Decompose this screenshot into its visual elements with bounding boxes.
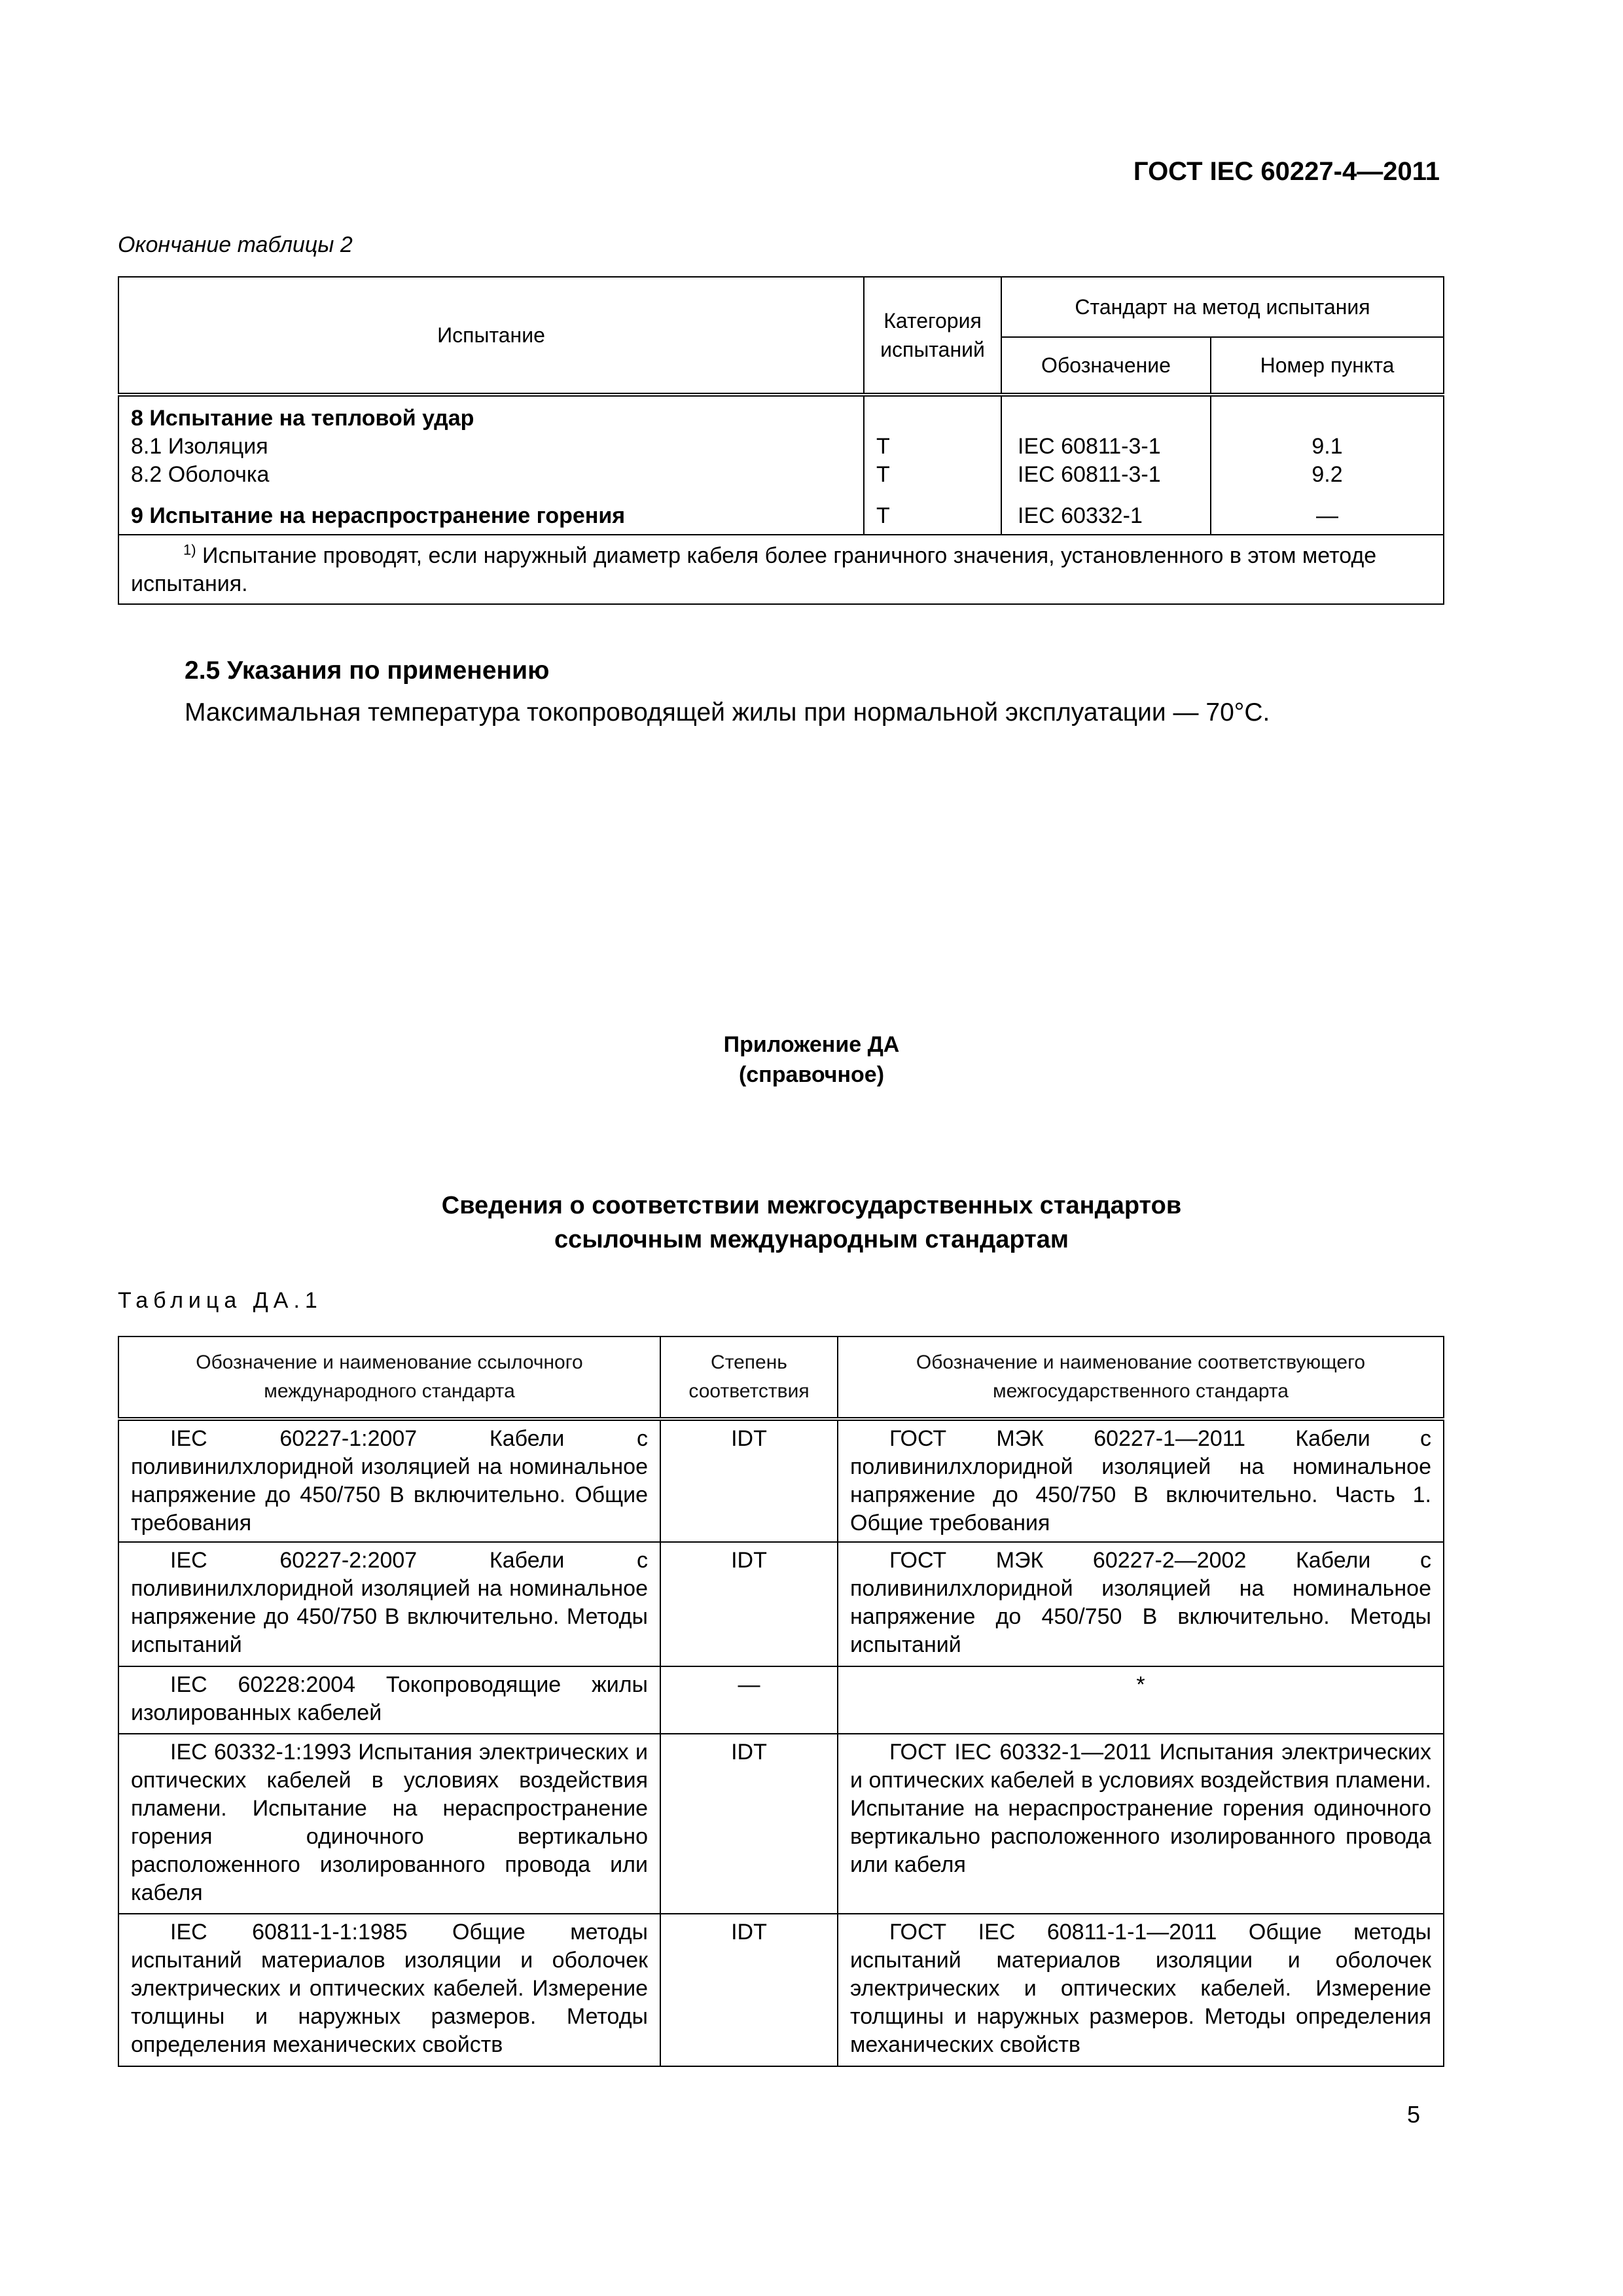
column-header-designation: Обозначение (1001, 337, 1211, 395)
international-standard: IEC 60811-1-1:1985 Общие методы испытаний материалов изоляции и оболочек электрических и оптических кабелей. Измерение толщины и наружных размеров. Методы определения механических свойств (131, 1920, 648, 2057)
international-standard: IEC 60228:2004 Токопроводящие жилы изолированных кабелей (131, 1672, 648, 1725)
international-standard: IEC 60332-1:1993 Испытания электрических и оптических кабелей в условиях воздействия пламени. Испытание на нераспространение горения одиночного вертикально расположенного изолированного провода или кабеля (131, 1740, 648, 1905)
table-footnote-row (118, 535, 1444, 604)
row-test-name: 9 Испытание на нераспространение горения (131, 503, 626, 528)
interstate-standard: ГОСТ IEC 60811-1-1—2011 Общие методы испытаний материалов изоляции и оболочек электрических и оптических кабелей. Измерение толщины и наружных размеров. Методы определения механических свойств (850, 1920, 1431, 2057)
row-category: Т (876, 462, 890, 487)
table-2-continuation-caption: Окончание таблицы 2 (118, 232, 353, 257)
table-row (118, 1666, 1444, 1734)
international-standard: IEC 60227-2:2007 Кабели с поливинилхлоридной изоляцией на номинальное напряжение до 450/750 В включительно. Методы испытаний (131, 1548, 648, 1657)
row-clause: 9.1 (1311, 434, 1343, 459)
document-code: ГОСТ IEC 60227-4—2011 (1133, 157, 1440, 186)
appendix-title (0, 1030, 1623, 1090)
section-title: 2.5 Указания по применению (185, 656, 550, 685)
column-header-international: Обозначение и наименование ссылочного международного стандарта (118, 1336, 660, 1419)
row-clause: 9.2 (1311, 462, 1343, 487)
table-da1-caption: Таблица ДА.1 (118, 1288, 323, 1313)
table-row (118, 1542, 1444, 1666)
footnote-marker: 1) (183, 541, 196, 558)
interstate-standard: ГОСТ МЭК 60227-1—2011 Кабели с поливинилхлоридной изоляцией на номинальное напряжение до 450/750 В включительно. Часть 1. Общие требования (850, 1426, 1431, 1535)
appendix-label: Приложение ДА (723, 1032, 900, 1057)
row-clause: — (1316, 503, 1338, 528)
table-row (118, 1419, 1444, 1542)
appendix-heading-line: Сведения о соответствии межгосударственных стандартов (441, 1192, 1182, 1219)
degree-of-correspondence: IDT (660, 1734, 838, 1914)
appendix-heading (0, 1189, 1623, 1257)
row-test-name: 8.2 Оболочка (131, 462, 270, 487)
page-number: 5 (1407, 2101, 1421, 2128)
interstate-standard: ГОСТ МЭК 60227-2—2002 Кабели с поливинилхлоридной изоляцией на номинальное напряжение до 450/750 В включительно. Методы испытаний (850, 1548, 1431, 1657)
row-designation: IEC 60811-3-1 (1018, 434, 1161, 459)
row-test-name: 8 Испытание на тепловой удар (131, 406, 474, 431)
table-row (118, 1914, 1444, 2066)
table-2 (118, 276, 1444, 605)
degree-of-correspondence: IDT (660, 1419, 838, 1542)
row-test-name: 8.1 Изоляция (131, 434, 268, 459)
appendix-type: (справочное) (738, 1062, 885, 1087)
row-designation: IEC 60332-1 (1018, 503, 1143, 528)
section-body: Максимальная температура токопроводящей жилы при нормальной эксплуатации — 70°С. (185, 698, 1270, 726)
interstate-standard: * (838, 1666, 1444, 1734)
column-header-degree: Степень соответствия (660, 1336, 838, 1419)
table-row (118, 395, 1444, 535)
table-row (118, 1734, 1444, 1914)
column-header-interstate: Обозначение и наименование соответствующего межгосударственного стандарта (838, 1336, 1444, 1419)
appendix-heading-line: ссылочным международным стандартам (554, 1226, 1069, 1253)
interstate-standard: ГОСТ IEC 60332-1—2011 Испытания электрических и оптических кабелей в условиях воздействия пламени. Испытание на нераспространение горения одиночного вертикально расположенного изолированного провода или кабеля (850, 1740, 1431, 1877)
footnote-text: Испытание проводят, если наружный диаметр кабеля более граничного значения, установленного в этом методе испытания. (131, 543, 1377, 596)
table-da1 (118, 1336, 1444, 2067)
degree-of-correspondence: IDT (660, 1542, 838, 1666)
column-header-category: Категория испытаний (864, 277, 1001, 395)
degree-of-correspondence: — (660, 1666, 838, 1734)
degree-of-correspondence: IDT (660, 1914, 838, 2066)
row-category: Т (876, 503, 890, 528)
row-designation: IEC 60811-3-1 (1018, 462, 1161, 487)
column-header-standard-group: Стандарт на метод испытания (1001, 277, 1444, 337)
row-category: Т (876, 434, 890, 459)
column-header-test: Испытание (118, 277, 864, 395)
column-header-clause: Номер пункта (1211, 337, 1444, 395)
international-standard: IEC 60227-1:2007 Кабели с поливинилхлоридной изоляцией на номинальное напряжение до 450/750 В включительно. Общие требования (131, 1426, 648, 1535)
